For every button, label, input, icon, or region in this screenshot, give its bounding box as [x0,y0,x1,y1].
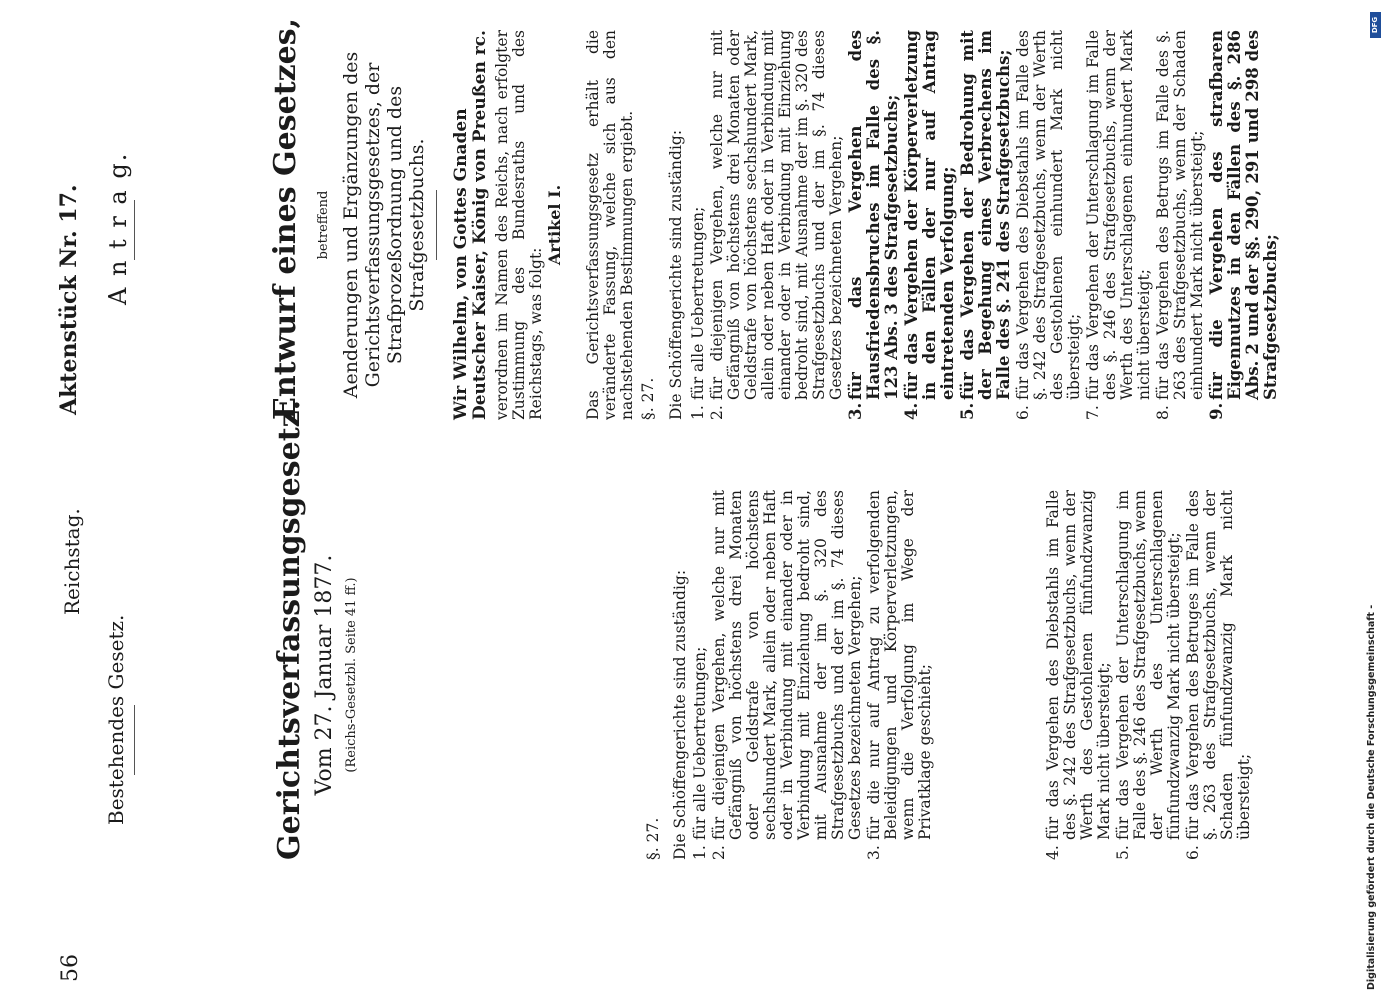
article-heading: Artikel I. [545,184,564,266]
list-item: 2. für diejenigen Vergehen, welche nur mit Gefängniß von höchstens drei Monaten oder Geldstrafe von höchstens sechshundert Mark, allein oder neben Haft oder in Verbindung mit einander oder in Verbindung mit Einziehung bedroht sind, mit Ausnahme der im §. 320 des Strafgesetzbuchs und der im §. 74 dieses Gesetzes bezeichneten Vergehen; [708,30,845,420]
list-item: 4. für das Vergehen des Diebstahls im Falle des §. 242 des Strafgesetzbuchs, wenn der Werth des Gestohlenen fünfundzwanzig Mark nicht übersteigt; [1044,490,1113,860]
right-column-label: A n t r a g. [104,151,132,305]
left-label-underline [134,705,135,775]
list-item-changed: 3. für das Vergehen des Hausfriedensbruches im Falle des §. 123 Abs. 3 des Strafgesetzbuchs; [846,30,901,420]
right-title: Entwurf eines Gesetzes, [268,17,303,420]
left-date: Vom 27. Januar 1877. [312,554,337,796]
left-title: Gerichtsverfassungsgesetz. [272,399,307,860]
list-item: 1. für alle Uebertretungen; [689,206,707,420]
right-betreffend: betreffend [316,190,331,260]
preamble-text: verordnen im Namen des Reichs, nach erfolgter Zustimmung des Bundesraths und des Reichstags, was folgt: [493,30,545,420]
left-section-heading: §. 27. [644,817,662,860]
header-reichstag: Reichstag. [60,508,84,615]
right-item-list [690,30,1282,420]
left-item-list [692,490,936,860]
document-reference: Aktenstück Nr. 17. [56,184,82,415]
list-item: 6. für das Vergehen des Betruges im Falle des §. 263 des Strafgesetzbuchs, wenn der Schaden fünfundzwanzig Mark nicht übersteigt; [1184,490,1253,860]
list-item: 8. für das Vergehen des Betrugs im Falle des §. 263 des Strafgesetzbuchs, wenn der Schaden einhundert Mark nicht übersteigt; [1154,30,1206,420]
digitization-note: Digitalisierung gefördert durch die Deutsche Forschungsgemeinschaft - [1366,604,1377,990]
page-number: 56 [58,954,83,982]
left-intro: Die Schöffengerichte sind zuständig: [671,569,689,860]
list-item: 3. für die nur auf Antrag zu verfolgenden Beleidigungen und Körperverletzungen, wenn die Verfolgung im Wege der Privatklage geschieht; [865,490,934,860]
left-column-label: Bestehendes Gesetz. [104,614,128,825]
left-citation: (Reichs-Gesetzbl. Seite 41 ff.) [344,577,359,773]
left-item-list-continued [1045,490,1255,860]
right-subject: Aenderungen und Ergänzungen des Gerichtsverfassungsgesetzes, der Strafprozeßordnung und des Strafgesetzbuchs. [340,51,428,399]
list-item: 2. für diejenigen Vergehen, welche nur mit Gefängniß von höchstens drei Monaten oder Geldstrafe von höchstens sechshundert Mark, allein oder neben Haft oder in Verbindung mit einander oder in Verbindung mit Einziehung bedroht sind, mit Ausnahme der im §. 320 des Strafgesetzbuchs und der im §. 74 dieses Gesetzes bezeichneten Vergehen; [710,490,864,860]
article-text: Das Gerichtsverfassungsgesetz erhält die veränderte Fassung, welche sich aus den nachstehenden Bestimmungen ergiebt. [584,30,636,420]
list-item: 6. für das Vergehen des Diebstahls im Falle des §. 242 des Strafgesetzbuchs, wenn der Werth des Gestohlenen einhundert Mark nicht übersteigt; [1014,30,1083,420]
right-intro: Die Schöffengerichte sind zuständig: [667,129,685,420]
list-item-changed: 4. für das Vergehen der Körperverletzung in den Fällen der nur auf Antrag eintretenden Verfolgung; [902,30,957,420]
right-section-heading: §. 27. [639,377,657,420]
list-item: 1. für alle Uebertretungen; [691,646,709,860]
list-item: 7. für das Vergehen der Unterschlagung im Falle des §. 246 des Strafgesetzbuchs, wenn der Werth des Unterschlagenen einhundert Mark nicht übersteigt; [1084,30,1153,420]
list-item: 5. für das Vergehen der Unterschlagung im Falle des §. 246 des Strafgesetzbuchs, wenn der Werth des Unterschlagenen fünfundzwanzig Mark nicht übersteigt; [1114,490,1183,860]
title-separator [436,190,437,260]
list-item-changed: 5. für das Vergehen der Bedrohung mit der Begehung eines Verbrechens im Falle des §. 241 des Strafgesetzbuchs; [958,30,1013,420]
preamble-heading: Wir Wilhelm, von Gottes Gnaden Deutscher Kaiser, König von Preußen rc. [451,30,490,420]
dfg-logo: DFG [1370,12,1381,38]
list-item-changed: 9. für die Vergehen des strafbaren Eigennutzes in den Fällen des §. 286 Abs. 2 und der §§. 290, 291 und 298 des Strafgesetzbuchs; [1207,30,1280,420]
right-label-underline [134,200,135,260]
